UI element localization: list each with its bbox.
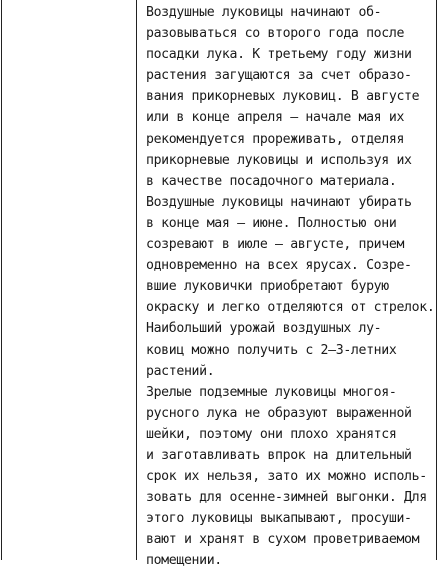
text-line: срок их нельзя, зато их можно исполь- (146, 469, 427, 485)
text-line: зовать для осенне-зимней выгонки. Для (146, 490, 427, 506)
text-line: в конце мая — июне. Полностью они (146, 215, 397, 231)
text-line: в качестве посадочного материала. (146, 173, 397, 189)
text-line: растений. (146, 363, 215, 379)
text-line: вания прикорневых луковиц. В августе (146, 89, 420, 105)
text-line: одновременно на всех ярусах. Созре- (146, 258, 412, 274)
text-line: прикорневые луковицы и используя их (146, 152, 412, 168)
text-line: ковиц можно получить с 2–3-летних (146, 342, 397, 358)
text-line: вшие луковички приобретают бурую (146, 279, 389, 295)
text-line: созревают в июле — августе, причем (146, 237, 405, 253)
text-line: Зрелые подземные луковицы многоя- (146, 384, 397, 400)
text-line: растения загущаются за счет образо- (146, 68, 412, 84)
table-cell-text (146, 2, 435, 572)
text-line: посадки лука. К третьему году жизни (146, 47, 412, 63)
text-line: шейки, поэтому они плохо хранятся (146, 426, 397, 442)
text-line: помещении. (146, 553, 222, 569)
text-line: Воздушные луковицы начинают убирать (146, 194, 412, 210)
text-line: этого луковицы выкапывают, просуши- (146, 511, 412, 527)
text-line: или в конце апреля — начале мая их (146, 110, 405, 126)
text-line: и заготавливать впрок на длительный (146, 447, 412, 463)
text-line: русного лука не образуют выраженной (146, 405, 412, 421)
text-line: рекомендуется прореживать, отделяя (146, 131, 405, 147)
text-line: разовываться со второго года после (146, 26, 405, 42)
text-line: окраску и легко отделяются от стрелок. (146, 300, 435, 316)
text-line: Воздушные луковицы начинают об- (146, 5, 382, 20)
text-line: вают и хранят в сухом проветриваемом (146, 532, 420, 548)
column-divider (136, 0, 137, 560)
text-line: Наибольший урожай воздушных лу- (146, 321, 382, 337)
